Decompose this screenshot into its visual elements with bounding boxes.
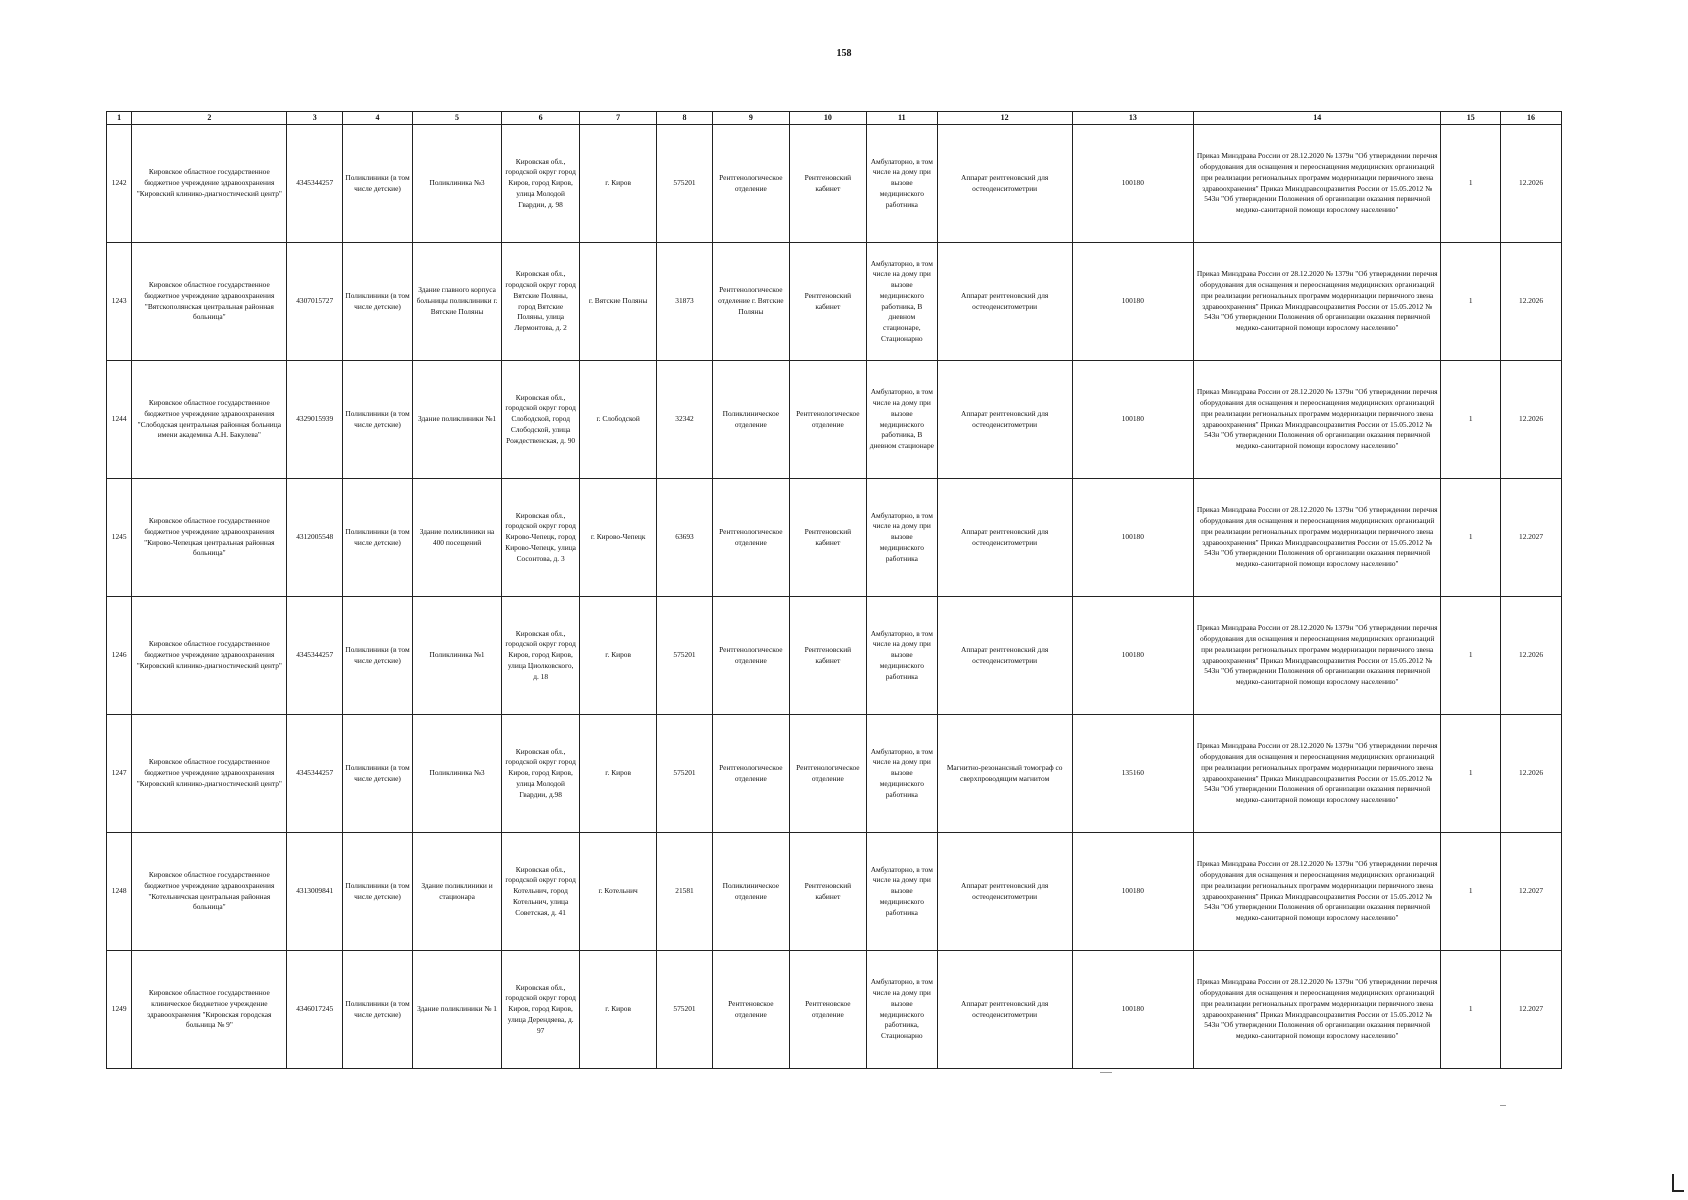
care-conditions-cell: Амбулаторно, в том числе на дому при вызове медицинского работника [866, 125, 937, 243]
inn-cell: 4313009841 [287, 833, 343, 951]
column-number-header: 8 [657, 112, 713, 125]
inn-cell: 4345344257 [287, 597, 343, 715]
organization-name-cell: Кировское областное государственное бюджетное учреждение здравоохранения "Слободская центральная районная больница имени академика А.Н. Бакулева" [132, 361, 287, 479]
legal-basis-cell: Приказ Минздрава России от 28.12.2020 № 1379н "Об утверждении перечня оборудования для оснащения и переоснащения медицинских организаций при реализации региональных программ модернизации первичного звена здравоохранения" Приказ Минздравсоцразвития России от 15.05.2012 № 543н "Об утверждении Положения об организации оказания первичной медико-санитарной помощи взрослому населению" [1194, 479, 1441, 597]
department-cell: Рентгенологическое отделение [712, 479, 789, 597]
quantity-cell: 1 [1441, 479, 1501, 597]
equipment-code-cell: 100180 [1072, 243, 1194, 361]
department-cell: Рентгенологическое отделение [712, 125, 789, 243]
column-number-header: 14 [1194, 112, 1441, 125]
quantity-cell: 1 [1441, 243, 1501, 361]
address-cell: Кировская обл., городской округ город Слободской, город Слободской, улица Рождественская, д. 90 [502, 361, 580, 479]
organization-name-cell: Кировское областное государственное бюджетное учреждение здравоохранения "Кирово-Чепецкая центральная районная больница" [132, 479, 287, 597]
inn-cell: 4329015939 [287, 361, 343, 479]
equipment-code-cell: 100180 [1072, 951, 1194, 1069]
equipment-name-cell: Аппарат рентгеновский для остеоденситометрии [937, 479, 1072, 597]
quantity-cell: 1 [1441, 715, 1501, 833]
inn-cell: 4345344257 [287, 125, 343, 243]
population-cell: 575201 [657, 125, 713, 243]
equipment-name-cell: Аппарат рентгеновский для остеоденситометрии [937, 243, 1072, 361]
column-number-header: 10 [789, 112, 866, 125]
address-cell: Кировская обл., городской округ город Киров, город Киров, улица Молодой Гвардии, д.98 [502, 715, 580, 833]
address-cell: Кировская обл., городской округ город Кирово-Чепецк, город Кирово-Чепецк, улица Сосонтова, д. 3 [502, 479, 580, 597]
equipment-name-cell: Аппарат рентгеновский для остеоденситометрии [937, 833, 1072, 951]
building-name-cell: Поликлиника №1 [412, 597, 501, 715]
care-conditions-cell: Амбулаторно, в том числе на дому при вызове медицинского работника, Стационарно [866, 951, 937, 1069]
room-cell: Рентгеновский кабинет [789, 125, 866, 243]
column-number-header: 6 [502, 112, 580, 125]
equipment-name-cell: Аппарат рентгеновский для остеоденситометрии [937, 125, 1072, 243]
settlement-cell: г. Киров [580, 125, 657, 243]
row-number-cell: 1245 [107, 479, 132, 597]
column-number-header: 11 [866, 112, 937, 125]
facility-type-cell: Поликлиники (в том числе детские) [343, 715, 413, 833]
population-cell: 31873 [657, 243, 713, 361]
building-name-cell: Здание поликлиники на 400 посещений [412, 479, 501, 597]
care-conditions-cell: Амбулаторно, в том числе на дому при вызове медицинского работника, В дневном стационаре, Стационарно [866, 243, 937, 361]
organization-name-cell: Кировское областное государственное бюджетное учреждение здравоохранения "Вятскополянская центральная районная больница" [132, 243, 287, 361]
deadline-cell: 12.2027 [1501, 833, 1562, 951]
column-number-header: 3 [287, 112, 343, 125]
population-cell: 575201 [657, 951, 713, 1069]
legal-basis-cell: Приказ Минздрава России от 28.12.2020 № 1379н "Об утверждении перечня оборудования для оснащения и переоснащения медицинских организаций при реализации региональных программ модернизации первичного звена здравоохранения" Приказ Минздравсоцразвития России от 15.05.2012 № 543н "Об утверждении Положения об организации оказания первичной медико-санитарной помощи взрослому населению" [1194, 597, 1441, 715]
deadline-cell: 12.2026 [1501, 597, 1562, 715]
building-name-cell: Здание поликлиники №1 [412, 361, 501, 479]
table-row [107, 361, 1562, 479]
population-cell: 63693 [657, 479, 713, 597]
address-cell: Кировская обл., городской округ город Киров, город Киров, улица Дерендяева, д. 97 [502, 951, 580, 1069]
room-cell: Рентгеновский кабинет [789, 479, 866, 597]
quantity-cell: 1 [1441, 361, 1501, 479]
quantity-cell: 1 [1441, 597, 1501, 715]
inn-cell: 4312005548 [287, 479, 343, 597]
room-cell: Рентгеновский кабинет [789, 597, 866, 715]
care-conditions-cell: Амбулаторно, в том числе на дому при вызове медицинского работника [866, 597, 937, 715]
department-cell: Поликлиническое отделение [712, 833, 789, 951]
equipment-code-cell: 135160 [1072, 715, 1194, 833]
column-number-header: 9 [712, 112, 789, 125]
equipment-code-cell: 100180 [1072, 479, 1194, 597]
table-row [107, 479, 1562, 597]
equipment-name-cell: Аппарат рентгеновский для остеоденситометрии [937, 597, 1072, 715]
building-name-cell: Здание поликлиники и стационара [412, 833, 501, 951]
settlement-cell: г. Слободской [580, 361, 657, 479]
care-conditions-cell: Амбулаторно, в том числе на дому при вызове медицинского работника [866, 715, 937, 833]
quantity-cell: 1 [1441, 833, 1501, 951]
row-number-cell: 1246 [107, 597, 132, 715]
table-row [107, 715, 1562, 833]
organization-name-cell: Кировское областное государственное клиническое бюджетное учреждение здравоохранения "Кировская городская больница № 9" [132, 951, 287, 1069]
deadline-cell: 12.2027 [1501, 479, 1562, 597]
organization-name-cell: Кировское областное государственное бюджетное учреждение здравоохранения "Кировский клинико-диагностический центр" [132, 715, 287, 833]
deadline-cell: 12.2026 [1501, 361, 1562, 479]
table-body [107, 125, 1562, 1069]
care-conditions-cell: Амбулаторно, в том числе на дому при вызове медицинского работника [866, 833, 937, 951]
organization-name-cell: Кировское областное государственное бюджетное учреждение здравоохранения "Кировский клинико-диагностический центр" [132, 597, 287, 715]
address-cell: Кировская обл., городской округ город Котельнич, город Котельнич, улица Советская, д. 41 [502, 833, 580, 951]
deadline-cell: 12.2026 [1501, 715, 1562, 833]
department-cell: Рентгенологическое отделение [712, 715, 789, 833]
population-cell: 575201 [657, 597, 713, 715]
deadline-cell: 12.2026 [1501, 243, 1562, 361]
settlement-cell: г. Киров [580, 951, 657, 1069]
department-cell: Рентгеновское отделение [712, 951, 789, 1069]
equipment-name-cell: Аппарат рентгеновский для остеоденситометрии [937, 361, 1072, 479]
settlement-cell: г. Киров [580, 597, 657, 715]
table-row [107, 833, 1562, 951]
building-name-cell: Здание главного корпуса больницы поликлиники г. Вятские Поляны [412, 243, 501, 361]
column-number-header: 13 [1072, 112, 1194, 125]
table-row [107, 243, 1562, 361]
equipment-code-cell: 100180 [1072, 597, 1194, 715]
department-cell: Рентгенологическое отделение [712, 597, 789, 715]
room-cell: Рентгеновский кабинет [789, 243, 866, 361]
settlement-cell: г. Кирово-Чепецк [580, 479, 657, 597]
facility-type-cell: Поликлиники (в том числе детские) [343, 479, 413, 597]
facility-type-cell: Поликлиники (в том числе детские) [343, 833, 413, 951]
column-number-header: 1 [107, 112, 132, 125]
equipment-code-cell: 100180 [1072, 125, 1194, 243]
facility-type-cell: Поликлиники (в том числе детские) [343, 951, 413, 1069]
facility-type-cell: Поликлиники (в том числе детские) [343, 243, 413, 361]
row-number-cell: 1243 [107, 243, 132, 361]
care-conditions-cell: Амбулаторно, в том числе на дому при вызове медицинского работника [866, 479, 937, 597]
scan-corner-mark [1672, 1174, 1684, 1192]
population-cell: 32342 [657, 361, 713, 479]
settlement-cell: г. Котельнич [580, 833, 657, 951]
quantity-cell: 1 [1441, 951, 1501, 1069]
settlement-cell: г. Вятские Поляны [580, 243, 657, 361]
facility-type-cell: Поликлиники (в том числе детские) [343, 597, 413, 715]
column-number-header: 5 [412, 112, 501, 125]
row-number-cell: 1247 [107, 715, 132, 833]
row-number-cell: 1249 [107, 951, 132, 1069]
equipment-name-cell: Аппарат рентгеновский для остеоденситометрии [937, 951, 1072, 1069]
column-number-header: 7 [580, 112, 657, 125]
deadline-cell: 12.2026 [1501, 125, 1562, 243]
legal-basis-cell: Приказ Минздрава России от 28.12.2020 № 1379н "Об утверждении перечня оборудования для оснащения и переоснащения медицинских организаций при реализации региональных программ модернизации первичного звена здравоохранения" Приказ Минздравсоцразвития России от 15.05.2012 № 543н "Об утверждении Положения об организации оказания первичной медико-санитарной помощи взрослому населению" [1194, 125, 1441, 243]
column-number-header: 15 [1441, 112, 1501, 125]
room-cell: Рентгенологическое отделение [789, 361, 866, 479]
settlement-cell: г. Киров [580, 715, 657, 833]
department-cell: Поликлиническое отделение [712, 361, 789, 479]
facility-type-cell: Поликлиники (в том числе детские) [343, 125, 413, 243]
column-number-header: 2 [132, 112, 287, 125]
room-cell: Рентгенологическое отделение [789, 715, 866, 833]
deadline-cell: 12.2027 [1501, 951, 1562, 1069]
table-row [107, 125, 1562, 243]
inn-cell: 4346017245 [287, 951, 343, 1069]
facility-type-cell: Поликлиники (в том числе детские) [343, 361, 413, 479]
legal-basis-cell: Приказ Минздрава России от 28.12.2020 № 1379н "Об утверждении перечня оборудования для оснащения и переоснащения медицинских организаций при реализации региональных программ модернизации первичного звена здравоохранения" Приказ Минздравсоцразвития России от 15.05.2012 № 543н "Об утверждении Положения об организации оказания первичной медико-санитарной помощи взрослому населению" [1194, 243, 1441, 361]
building-name-cell: Здание поликлиники № 1 [412, 951, 501, 1069]
population-cell: 21581 [657, 833, 713, 951]
quantity-cell: 1 [1441, 125, 1501, 243]
department-cell: Рентгенологическое отделение г. Вятские Поляны [712, 243, 789, 361]
equipment-code-cell: 100180 [1072, 833, 1194, 951]
legal-basis-cell: Приказ Минздрава России от 28.12.2020 № 1379н "Об утверждении перечня оборудования для оснащения и переоснащения медицинских организаций при реализации региональных программ модернизации первичного звена здравоохранения" Приказ Минздравсоцразвития России от 15.05.2012 № 543н "Об утверждении Положения об организации оказания первичной медико-санитарной помощи взрослому населению" [1194, 833, 1441, 951]
population-cell: 575201 [657, 715, 713, 833]
organization-name-cell: Кировское областное государственное бюджетное учреждение здравоохранения "Кировский клинико-диагностический центр" [132, 125, 287, 243]
equipment-name-cell: Магнитно-резонансный томограф со сверхпроводящим магнитом [937, 715, 1072, 833]
column-number-header: 4 [343, 112, 413, 125]
care-conditions-cell: Амбулаторно, в том числе на дому при вызове медицинского работника, В дневном стационаре [866, 361, 937, 479]
room-cell: Рентгеновский кабинет [789, 833, 866, 951]
building-name-cell: Поликлиника №3 [412, 125, 501, 243]
column-number-header: 12 [937, 112, 1072, 125]
inn-cell: 4345344257 [287, 715, 343, 833]
row-number-cell: 1242 [107, 125, 132, 243]
address-cell: Кировская обл., городской округ город Вятские Поляны, город Вятские Поляны, улица Лермонтова, д. 2 [502, 243, 580, 361]
equipment-table [106, 111, 1562, 1069]
table-row [107, 951, 1562, 1069]
legal-basis-cell: Приказ Минздрава России от 28.12.2020 № 1379н "Об утверждении перечня оборудования для оснащения и переоснащения медицинских организаций при реализации региональных программ модернизации первичного звена здравоохранения" Приказ Минздравсоцразвития России от 15.05.2012 № 543н "Об утверждении Положения об организации оказания первичной медико-санитарной помощи взрослому населению" [1194, 951, 1441, 1069]
organization-name-cell: Кировское областное государственное бюджетное учреждение здравоохранения "Котельничская центральная районная больница" [132, 833, 287, 951]
room-cell: Рентгеновское отделение [789, 951, 866, 1069]
row-number-cell: 1248 [107, 833, 132, 951]
legal-basis-cell: Приказ Минздрава России от 28.12.2020 № 1379н "Об утверждении перечня оборудования для оснащения и переоснащения медицинских организаций при реализации региональных программ модернизации первичного звена здравоохранения" Приказ Минздравсоцразвития России от 15.05.2012 № 543н "Об утверждении Положения об организации оказания первичной медико-санитарной помощи взрослому населению" [1194, 361, 1441, 479]
address-cell: Кировская обл., городской округ город Киров, город Киров, улица Циолковского, д. 18 [502, 597, 580, 715]
page-number: 158 [836, 48, 852, 59]
table-row [107, 597, 1562, 715]
column-number-header-row [107, 112, 1562, 125]
legal-basis-cell: Приказ Минздрава России от 28.12.2020 № 1379н "Об утверждении перечня оборудования для оснащения и переоснащения медицинских организаций при реализации региональных программ модернизации первичного звена здравоохранения" Приказ Минздравсоцразвития России от 15.05.2012 № 543н "Об утверждении Положения об организации оказания первичной медико-санитарной помощи взрослому населению" [1194, 715, 1441, 833]
row-number-cell: 1244 [107, 361, 132, 479]
equipment-code-cell: 100180 [1072, 361, 1194, 479]
address-cell: Кировская обл., городской округ город Киров, город Киров, улица Молодой Гвардии, д. 98 [502, 125, 580, 243]
inn-cell: 4307015727 [287, 243, 343, 361]
column-number-header: 16 [1501, 112, 1562, 125]
building-name-cell: Поликлиника №3 [412, 715, 501, 833]
